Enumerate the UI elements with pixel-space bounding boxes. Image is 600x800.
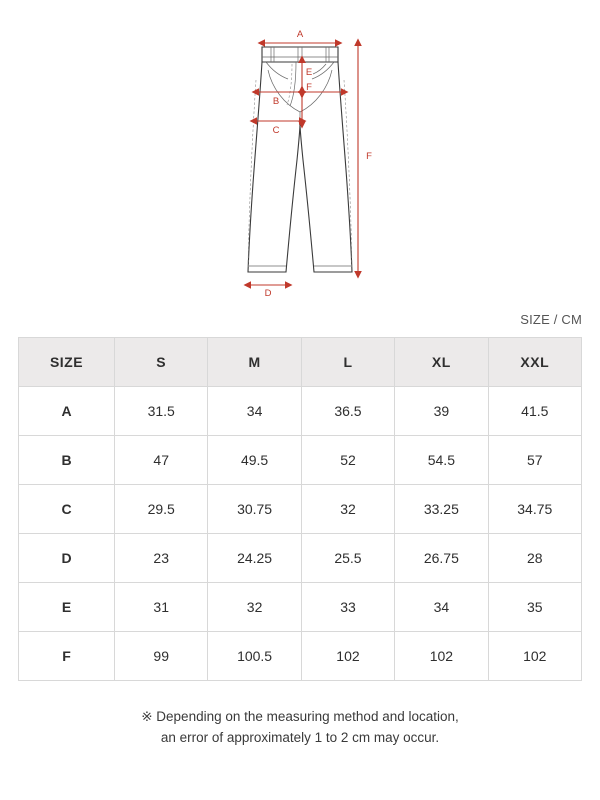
cell-b-s: 47 [115, 436, 208, 485]
cell-f-m: 100.5 [208, 632, 301, 681]
cell-f-xxl: 102 [488, 632, 581, 681]
cell-e-s: 31 [115, 583, 208, 632]
measure-c-label: C [272, 125, 280, 136]
pants-outline [248, 47, 352, 272]
cell-a-l: 36.5 [301, 387, 394, 436]
size-table-container [0, 337, 600, 681]
cell-e-xl: 34 [395, 583, 488, 632]
cell-c-xl: 33.25 [395, 485, 488, 534]
measure-f-outer [358, 45, 372, 272]
header-cell-m: M [208, 338, 301, 387]
cell-d-xl: 26.75 [395, 534, 488, 583]
cell-c-m: 30.75 [208, 485, 301, 534]
row-label-c: C [19, 485, 115, 534]
row-label-e: E [19, 583, 115, 632]
measure-d [250, 285, 286, 299]
cell-d-l: 25.5 [301, 534, 394, 583]
header-cell-s: S [115, 338, 208, 387]
size-table [18, 337, 582, 681]
cell-c-l: 32 [301, 485, 394, 534]
row-label-b: B [19, 436, 115, 485]
header-cell-size: SIZE [19, 338, 115, 387]
pants-measurement-diagram [0, 0, 600, 310]
row-label-f: F [19, 632, 115, 681]
cell-d-m: 24.25 [208, 534, 301, 583]
cell-a-s: 31.5 [115, 387, 208, 436]
cell-c-s: 29.5 [115, 485, 208, 534]
measure-d-label: D [264, 288, 272, 299]
disclaimer-line-2: an error of approximately 1 to 2 cm may occur. [160, 729, 440, 745]
table-header-row [19, 338, 582, 387]
cell-f-l: 102 [301, 632, 394, 681]
cell-a-m: 34 [208, 387, 301, 436]
cell-b-l: 52 [301, 436, 394, 485]
cell-e-l: 33 [301, 583, 394, 632]
measure-f-inner-label: F [306, 82, 312, 93]
table-row [19, 534, 582, 583]
unit-label: SIZE / CM [520, 312, 582, 327]
cell-b-xl: 54.5 [395, 436, 488, 485]
row-label-a: A [19, 387, 115, 436]
cell-b-m: 49.5 [208, 436, 301, 485]
table-row [19, 583, 582, 632]
measure-a-label: A [296, 29, 304, 40]
measure-f-outer-label: F [366, 151, 372, 162]
header-cell-xl: XL [395, 338, 488, 387]
cell-d-s: 23 [115, 534, 208, 583]
table-row [19, 436, 582, 485]
row-label-d: D [19, 534, 115, 583]
measure-b-label: B [272, 96, 280, 107]
header-cell-xxl: XXL [488, 338, 581, 387]
header-cell-l: L [301, 338, 394, 387]
measure-a [264, 29, 336, 43]
cell-e-m: 32 [208, 583, 301, 632]
table-row [19, 485, 582, 534]
cell-e-xxl: 35 [488, 583, 581, 632]
measurement-disclaimer [0, 707, 600, 749]
cell-d-xxl: 28 [488, 534, 581, 583]
cell-a-xl: 39 [395, 387, 488, 436]
cell-f-xl: 102 [395, 632, 488, 681]
table-row [19, 632, 582, 681]
disclaimer-line-1: ※ Depending on the measuring method and location, [141, 709, 459, 724]
cell-a-xxl: 41.5 [488, 387, 581, 436]
measure-e-label: E [305, 67, 313, 78]
cell-c-xxl: 34.75 [488, 485, 581, 534]
cell-b-xxl: 57 [488, 436, 581, 485]
cell-f-s: 99 [115, 632, 208, 681]
table-row [19, 387, 582, 436]
